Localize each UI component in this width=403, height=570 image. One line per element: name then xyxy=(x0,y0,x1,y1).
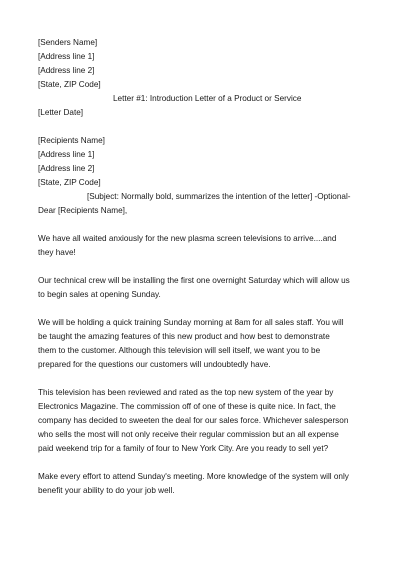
salutation: Dear [Recipients Name], xyxy=(38,206,128,215)
body-paragraph-4: This television has been reviewed and rated as the top new system of the year by Electronics Magazine. The commission off of one of these is quite nice. In fact, the company has decided to sweeten the deal for our sales force. Whichever salesperson who sells the most will not only receive their regular commission but an all expense paid weekend trip for a family of four to New York City. Are you ready to sell yet? xyxy=(38,388,349,453)
letter-date: [Letter Date] xyxy=(38,108,84,117)
body-paragraph-5: Make every effort to attend Sunday's meeting. More knowledge of the system will only benefit your ability to do your job well. xyxy=(38,472,349,495)
body-paragraph-1: We have all waited anxiously for the new plasma screen televisions to arrive....and they have! xyxy=(38,234,337,257)
recipient-name: [Recipients Name] xyxy=(38,136,105,145)
body-paragraph-2: Our technical crew will be installing the first one overnight Saturday which will allow us to begin sales at opening Sunday. xyxy=(38,276,350,299)
recipient-address-line-1: [Address line 1] xyxy=(38,150,95,159)
sender-state-zip: [State, ZIP Code] xyxy=(38,80,101,89)
recipient-address-line-2: [Address line 2] xyxy=(38,164,95,173)
sender-address-line-2: [Address line 2] xyxy=(38,66,95,75)
subject-line: [Subject: Normally bold, summarizes the intention of the letter] -Optional- xyxy=(87,192,351,201)
sender-name: [Senders Name] xyxy=(38,38,98,47)
recipient-state-zip: [State, ZIP Code] xyxy=(38,178,101,187)
body-paragraph-3: We will be holding a quick training Sunday morning at 8am for all sales staff. You will be taught the amazing features of this new product and how best to demonstrate them to the customer. Although this television will sell itself, we want you to be prepared for the questions our customers will undoubtedly have. xyxy=(38,318,344,369)
letter-title: Letter #1: Introduction Letter of a Product or Service xyxy=(113,94,302,103)
sender-address-line-1: [Address line 1] xyxy=(38,52,95,61)
